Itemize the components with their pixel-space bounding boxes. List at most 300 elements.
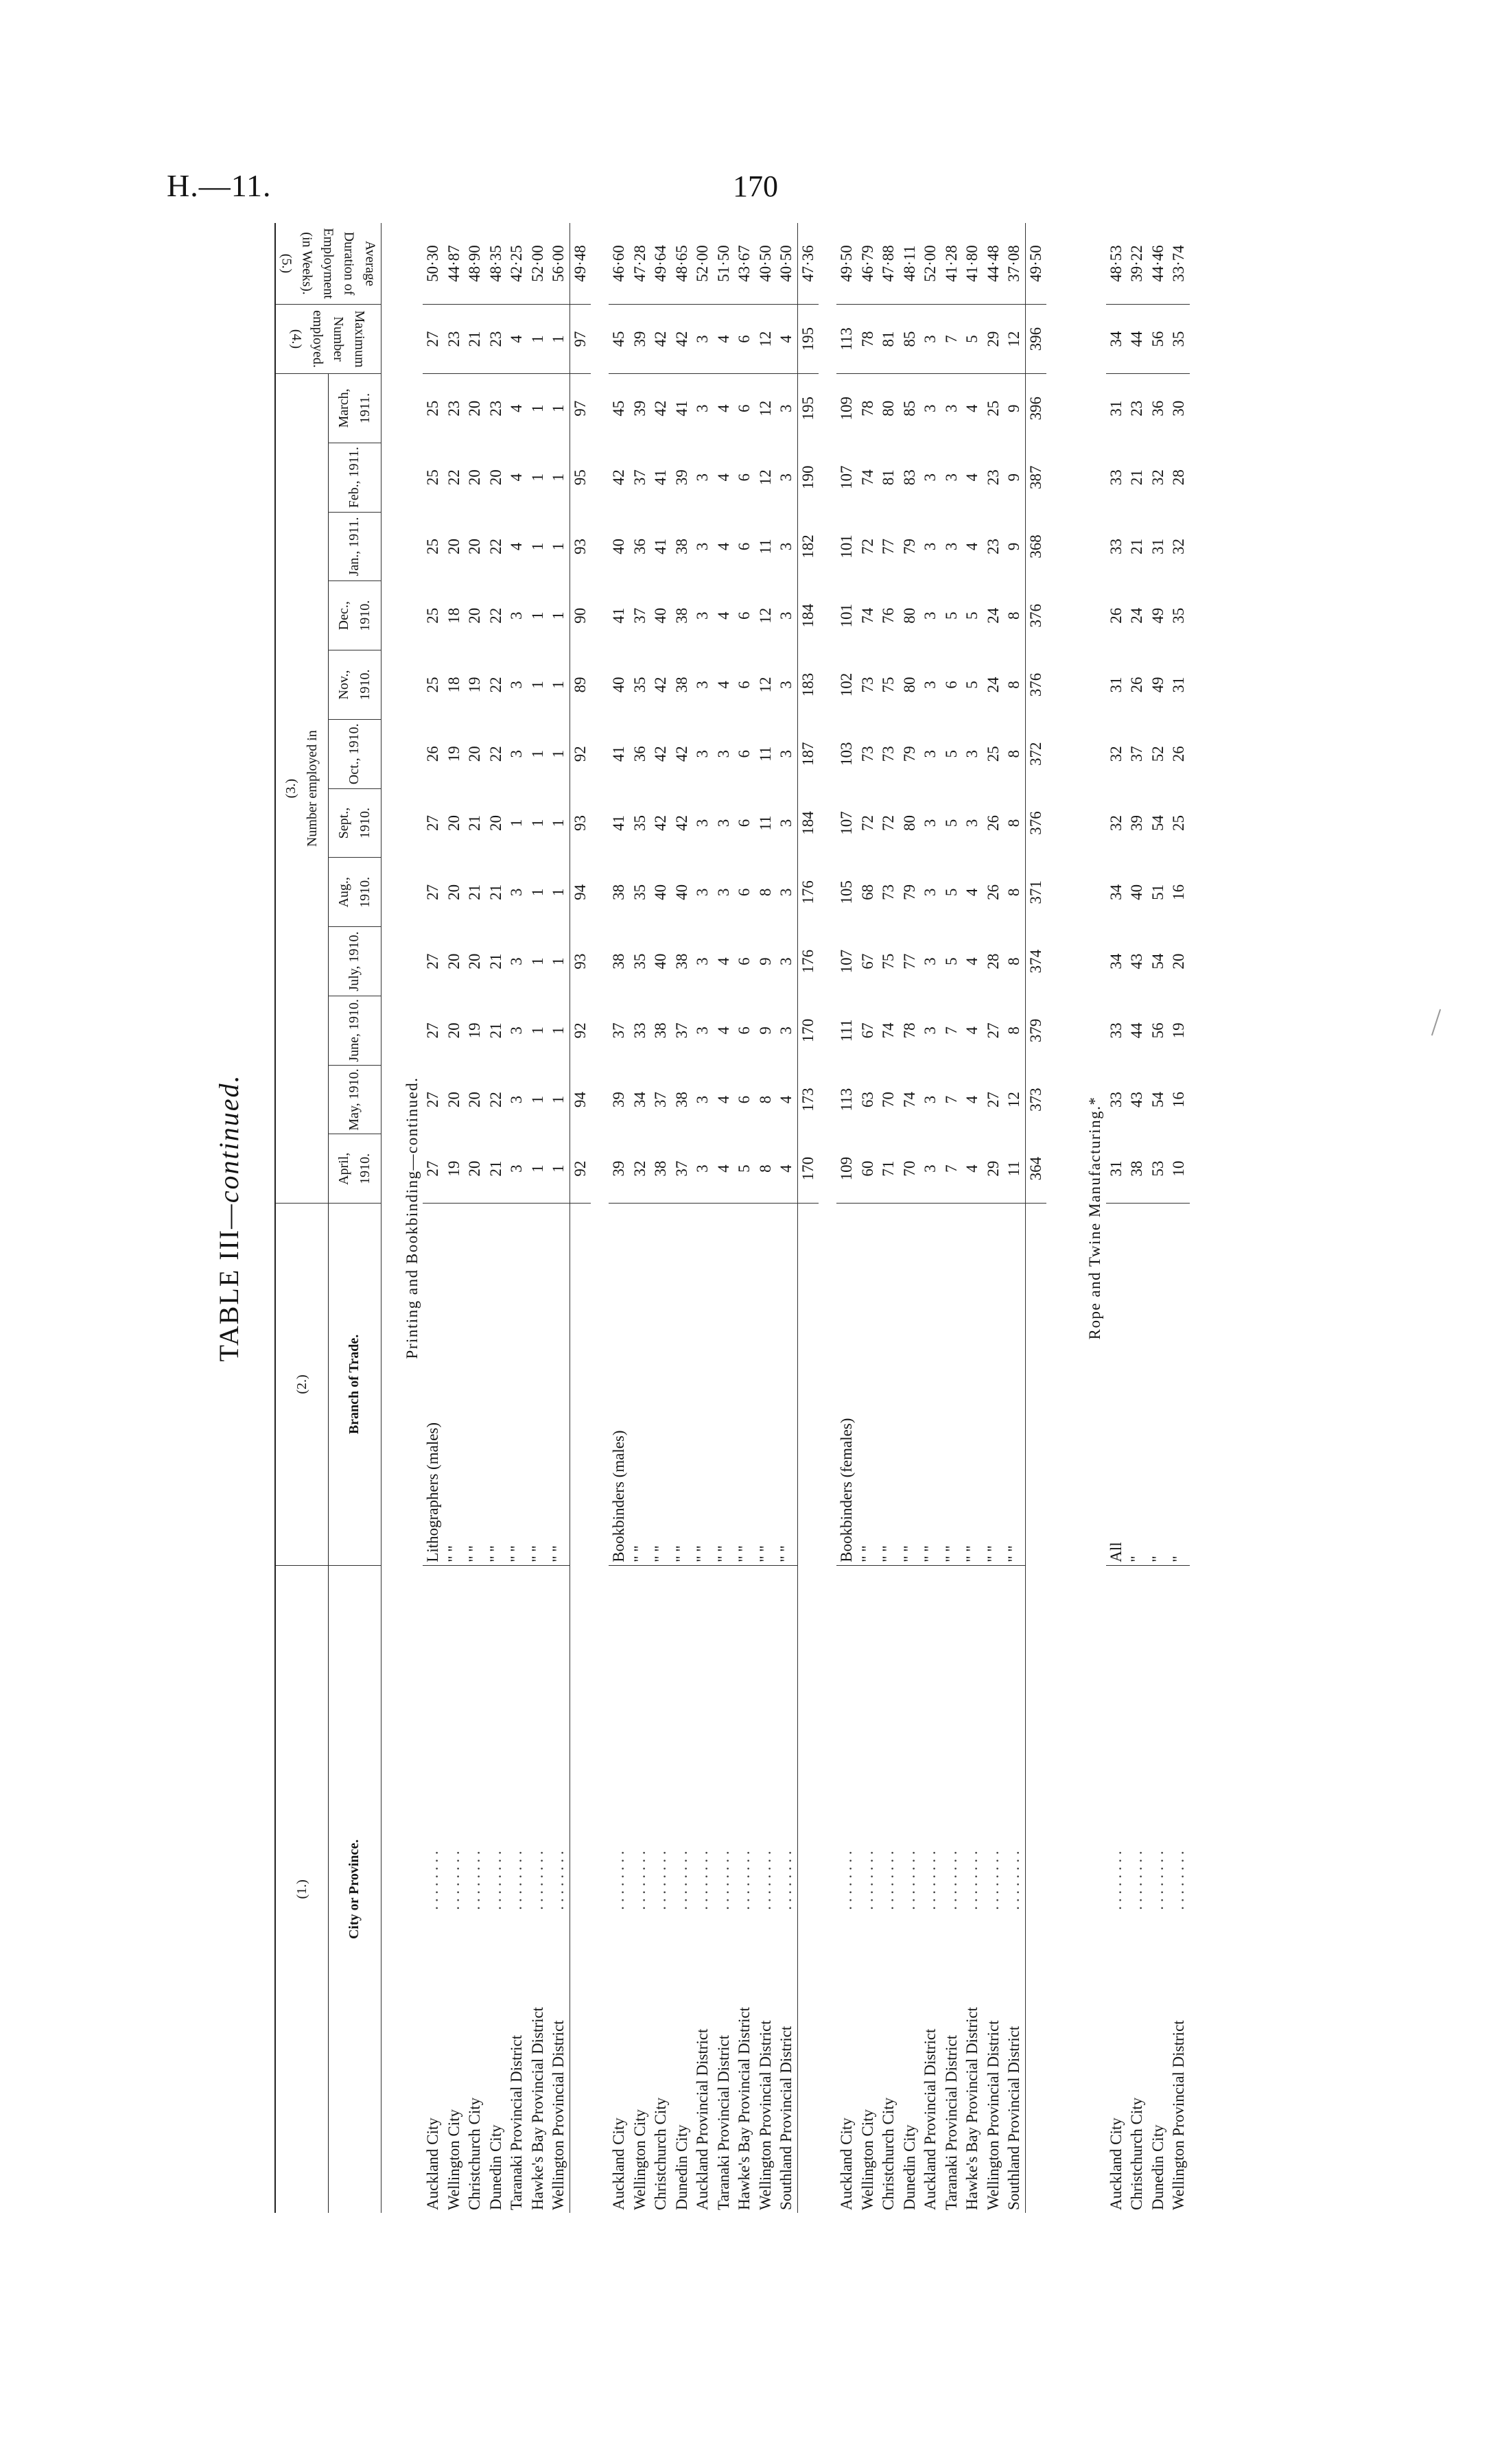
month-value: 4 bbox=[714, 1134, 735, 1204]
col4-header bbox=[275, 305, 381, 374]
table-row bbox=[941, 223, 963, 2213]
month-value: 56 bbox=[1149, 1022, 1166, 1039]
month-value: 74 bbox=[880, 1022, 897, 1039]
month-value: 1 bbox=[528, 681, 546, 689]
month-value: 3 bbox=[942, 542, 960, 551]
city-name: Dunedin City bbox=[1149, 2124, 1166, 2210]
month-value: 20 bbox=[445, 953, 462, 970]
month-value: 3 bbox=[694, 1095, 711, 1104]
month-value: 41 bbox=[652, 469, 669, 486]
month-value: 78 bbox=[900, 1022, 918, 1039]
city-name: Southland Provincial District bbox=[1005, 2026, 1022, 2210]
month-value: 53 bbox=[1148, 1134, 1169, 1204]
month-value: 6 bbox=[736, 819, 753, 828]
month-value: 1 bbox=[528, 473, 546, 482]
month-value: 39 bbox=[631, 400, 648, 416]
branch-name: " " bbox=[486, 1204, 507, 1565]
month-value: 6 bbox=[736, 473, 753, 482]
city-name: Christchurch City bbox=[652, 2097, 669, 2210]
max-value: 27 bbox=[423, 305, 444, 374]
month-value: 26 bbox=[1107, 607, 1125, 624]
month-value: 44 bbox=[1128, 1022, 1145, 1039]
month-value: 1 bbox=[508, 819, 525, 828]
month-value: 27 bbox=[984, 1092, 1002, 1108]
month-value: 43 bbox=[1128, 1092, 1145, 1108]
branch-name: " " bbox=[734, 1204, 755, 1565]
city-name: Wellington City bbox=[858, 2109, 876, 2210]
month-value: 16 bbox=[1170, 1092, 1187, 1108]
month-value: 34 bbox=[631, 1092, 648, 1108]
month-value: 1 bbox=[550, 819, 567, 828]
table-row bbox=[465, 223, 486, 2213]
month-header: Sept., 1910. bbox=[328, 788, 381, 858]
month-value: 19 bbox=[466, 677, 483, 693]
avg-value: 44·48 bbox=[983, 223, 1005, 305]
month-value: 42 bbox=[672, 815, 690, 832]
section-title: Rope and Twine Manufacturing.* bbox=[1086, 1096, 1103, 1340]
month-value: 20 bbox=[1170, 953, 1187, 970]
branch-name: " " bbox=[692, 1204, 714, 1565]
month-value: 1 bbox=[550, 404, 567, 412]
month-value: 39 bbox=[672, 469, 690, 486]
month-value: 40 bbox=[1128, 884, 1145, 900]
avg-value: 48·90 bbox=[465, 223, 486, 305]
month-value: 3 bbox=[921, 819, 939, 828]
month-value: 23 bbox=[486, 400, 504, 416]
branch-name: Lithographers (males) bbox=[423, 1204, 444, 1565]
month-value: 49 bbox=[1149, 677, 1166, 693]
max-value: 4 bbox=[714, 305, 735, 374]
month-value: 5 bbox=[734, 1134, 755, 1204]
month-value: 32 bbox=[1107, 746, 1125, 762]
month-value: 3 bbox=[921, 1026, 939, 1035]
month-value: 77 bbox=[900, 953, 918, 970]
branch-name: " " bbox=[630, 1204, 651, 1565]
month-value: 21 bbox=[486, 1022, 504, 1039]
col1-label: City or Province. bbox=[347, 1839, 362, 1940]
col2-label: Branch of Trade. bbox=[328, 1204, 381, 1565]
table-title bbox=[213, 223, 245, 2213]
leader-dots: . . . . . . . . bbox=[756, 1851, 774, 1910]
total-month-value: 170 bbox=[797, 996, 819, 1065]
table-title-suffix: —continued. bbox=[213, 1074, 244, 1229]
month-value: 3 bbox=[920, 1134, 941, 1204]
total-avg-value: 49·48 bbox=[570, 223, 591, 305]
table-row bbox=[630, 223, 651, 2213]
col5-header bbox=[275, 223, 381, 305]
month-value: 19 bbox=[1170, 1022, 1187, 1039]
month-value: 20 bbox=[445, 884, 462, 900]
leader-dots: . . . . . . . . bbox=[466, 1851, 483, 1910]
total-month-value: 97 bbox=[570, 374, 591, 443]
table-row bbox=[1169, 223, 1190, 2213]
month-value: 3 bbox=[921, 473, 939, 482]
rotated-table-area bbox=[199, 17, 1491, 2213]
table-row bbox=[962, 223, 983, 2213]
branch-name: " " bbox=[506, 1204, 528, 1565]
month-value: 113 bbox=[838, 1088, 855, 1112]
branch-name: " " bbox=[528, 1204, 549, 1565]
total-month-value: 376 bbox=[1025, 581, 1046, 650]
month-value: 39 bbox=[609, 1134, 630, 1204]
total-month-value: 92 bbox=[570, 1134, 591, 1204]
month-value: 4 bbox=[963, 957, 981, 965]
month-value: 23 bbox=[1128, 400, 1145, 416]
month-value: 3 bbox=[777, 473, 795, 482]
total-month-value: 373 bbox=[1025, 1065, 1046, 1134]
month-value: 37 bbox=[652, 1092, 669, 1108]
total-month-value: 376 bbox=[1025, 650, 1046, 720]
total-max-value: 396 bbox=[1025, 305, 1046, 374]
total-month-value: 89 bbox=[570, 650, 591, 720]
month-value: 4 bbox=[714, 611, 732, 620]
month-value: 25 bbox=[1170, 815, 1187, 832]
month-header: Dec., 1910. bbox=[328, 581, 381, 650]
city-name: Wellington Provincial District bbox=[1170, 2020, 1187, 2210]
city-name: Auckland Provincial District bbox=[694, 2028, 711, 2210]
month-value: 27 bbox=[424, 953, 441, 970]
month-value: 12 bbox=[756, 607, 774, 624]
month-value: 1 bbox=[528, 1134, 549, 1204]
month-value: 6 bbox=[736, 750, 753, 758]
month-value: 21 bbox=[1128, 538, 1145, 554]
month-value: 3 bbox=[921, 681, 939, 689]
branch-name: " " bbox=[878, 1204, 900, 1565]
month-value: 31 bbox=[1106, 1134, 1127, 1204]
month-value: 105 bbox=[838, 880, 855, 904]
month-value: 29 bbox=[983, 1134, 1005, 1204]
leader-dots: . . . . . . . . bbox=[921, 1851, 939, 1910]
leader-dots: . . . . . . . . bbox=[838, 1851, 855, 1910]
col4-number: (4.) bbox=[289, 329, 305, 349]
month-value: 27 bbox=[984, 1022, 1002, 1039]
month-value: 36 bbox=[631, 746, 648, 762]
leader-dots: . . . . . . . . bbox=[1005, 1851, 1022, 1910]
month-value: 38 bbox=[672, 538, 690, 554]
month-value: 20 bbox=[465, 1134, 486, 1204]
month-value: 1 bbox=[528, 957, 546, 965]
month-value: 3 bbox=[694, 542, 711, 551]
avg-value: 46·60 bbox=[609, 223, 630, 305]
month-value: 54 bbox=[1149, 953, 1166, 970]
city-name: Wellington City bbox=[445, 2109, 462, 2210]
avg-value: 37·08 bbox=[1004, 223, 1025, 305]
month-value: 3 bbox=[694, 1026, 711, 1035]
month-value: 3 bbox=[694, 888, 711, 897]
leader-dots: . . . . . . . . bbox=[694, 1851, 711, 1910]
month-value: 109 bbox=[838, 396, 855, 421]
leader-dots: . . . . . . . . bbox=[631, 1851, 648, 1910]
city-name: Christchurch City bbox=[1128, 2097, 1145, 2210]
month-value: 3 bbox=[777, 611, 795, 620]
avg-value: 52·00 bbox=[528, 223, 549, 305]
month-value: 20 bbox=[445, 538, 462, 554]
page-number: 170 bbox=[733, 169, 778, 203]
month-value: 10 bbox=[1169, 1134, 1190, 1204]
avg-value: 43·67 bbox=[734, 223, 755, 305]
month-value: 27 bbox=[423, 1134, 444, 1204]
avg-value: 49·64 bbox=[650, 223, 672, 305]
max-value: 78 bbox=[858, 305, 879, 374]
leader-dots: . . . . . . . . bbox=[714, 1851, 732, 1910]
month-value: 1 bbox=[528, 404, 546, 412]
month-value: 11 bbox=[1004, 1134, 1025, 1204]
branch-name: " bbox=[1148, 1204, 1169, 1565]
max-value: 3 bbox=[920, 305, 941, 374]
city-name: Hawke's Bay Provincial District bbox=[528, 2006, 546, 2210]
month-value: 26 bbox=[1128, 677, 1145, 693]
month-value: 4 bbox=[714, 1095, 732, 1104]
month-value: 23 bbox=[984, 538, 1002, 554]
month-value: 4 bbox=[508, 542, 525, 551]
month-value: 3 bbox=[777, 681, 795, 689]
month-value: 43 bbox=[1128, 953, 1145, 970]
month-value: 3 bbox=[714, 750, 732, 758]
month-value: 3 bbox=[714, 819, 732, 828]
month-value: 40 bbox=[610, 538, 627, 554]
month-value: 67 bbox=[858, 953, 876, 970]
max-value: 45 bbox=[609, 305, 630, 374]
month-value: 42 bbox=[672, 746, 690, 762]
total-month-value: 176 bbox=[797, 927, 819, 996]
month-value: 3 bbox=[777, 819, 795, 828]
month-value: 80 bbox=[900, 607, 918, 624]
month-value: 38 bbox=[672, 677, 690, 693]
leader-dots: . . . . . . . . bbox=[610, 1851, 627, 1910]
leader-dots: . . . . . . . . bbox=[424, 1851, 441, 1910]
branch-name: " bbox=[1127, 1204, 1148, 1565]
total-max-value: 195 bbox=[797, 305, 819, 374]
table-row bbox=[900, 223, 921, 2213]
leader-dots: . . . . . . . . bbox=[1128, 1851, 1145, 1910]
month-value: 3 bbox=[777, 957, 795, 965]
month-value: 28 bbox=[984, 953, 1002, 970]
leader-dots: . . . . . . . . bbox=[777, 1851, 795, 1910]
month-value: 107 bbox=[838, 949, 855, 974]
max-value: 1 bbox=[548, 305, 570, 374]
month-value: 83 bbox=[900, 469, 918, 486]
leader-dots: . . . . . . . . bbox=[1149, 1851, 1166, 1910]
month-value: 24 bbox=[984, 677, 1002, 693]
total-month-value: 374 bbox=[1025, 927, 1046, 996]
month-value: 6 bbox=[942, 681, 960, 689]
max-value: 35 bbox=[1169, 305, 1190, 374]
month-value: 20 bbox=[466, 469, 483, 486]
month-value: 21 bbox=[1128, 469, 1145, 486]
month-value: 6 bbox=[736, 1026, 753, 1035]
month-value: 103 bbox=[838, 742, 855, 766]
month-value: 41 bbox=[610, 815, 627, 832]
total-month-value: 184 bbox=[797, 788, 819, 858]
max-value: 39 bbox=[630, 305, 651, 374]
table-row bbox=[506, 223, 528, 2213]
month-value: 25 bbox=[424, 400, 441, 416]
max-value: 23 bbox=[486, 305, 507, 374]
month-header: July, 1910. bbox=[328, 927, 381, 996]
max-value: 29 bbox=[983, 305, 1005, 374]
table-row bbox=[528, 223, 549, 2213]
month-value: 38 bbox=[610, 884, 627, 900]
month-value: 21 bbox=[466, 884, 483, 900]
total-month-value: 195 bbox=[797, 374, 819, 443]
month-value: 3 bbox=[777, 404, 795, 412]
month-value: 11 bbox=[756, 746, 774, 762]
month-value: 22 bbox=[486, 607, 504, 624]
month-value: 3 bbox=[942, 404, 960, 412]
month-value: 5 bbox=[963, 681, 981, 689]
month-value: 3 bbox=[714, 888, 732, 897]
month-value: 3 bbox=[508, 750, 525, 758]
branch-name: " " bbox=[776, 1204, 797, 1565]
total-month-value: 93 bbox=[570, 788, 591, 858]
avg-value: 39·22 bbox=[1127, 223, 1148, 305]
leader-dots: . . . . . . . . bbox=[963, 1851, 981, 1910]
month-value: 73 bbox=[880, 884, 897, 900]
month-value: 6 bbox=[736, 681, 753, 689]
col5-rotated bbox=[276, 226, 381, 301]
branch-name: " " bbox=[962, 1204, 983, 1565]
month-value: 40 bbox=[652, 884, 669, 900]
month-value: 8 bbox=[755, 1134, 777, 1204]
month-value: 3 bbox=[508, 681, 525, 689]
branch-name: " " bbox=[858, 1204, 879, 1565]
month-value: 109 bbox=[836, 1134, 858, 1204]
month-value: 70 bbox=[880, 1092, 897, 1108]
month-value: 3 bbox=[963, 750, 981, 758]
spacer-cell bbox=[819, 223, 836, 2213]
total-month-value: 372 bbox=[1025, 719, 1046, 788]
month-value: 1 bbox=[528, 819, 546, 828]
total-row bbox=[1025, 223, 1046, 2213]
month-value: 3 bbox=[694, 681, 711, 689]
leader-dots: . . . . . . . . bbox=[652, 1851, 669, 1910]
avg-value: 33·74 bbox=[1169, 223, 1190, 305]
month-value: 4 bbox=[963, 542, 981, 551]
month-value: 6 bbox=[736, 888, 753, 897]
month-value: 76 bbox=[880, 607, 897, 624]
month-value: 4 bbox=[963, 888, 981, 897]
month-header: Aug., 1910. bbox=[328, 858, 381, 927]
month-value: 22 bbox=[486, 1092, 504, 1108]
max-value: 42 bbox=[650, 305, 672, 374]
month-value: 1 bbox=[528, 611, 546, 620]
max-value: 44 bbox=[1127, 305, 1148, 374]
month-value: 37 bbox=[610, 1022, 627, 1039]
month-value: 41 bbox=[610, 746, 627, 762]
col3-label: Number employed in bbox=[304, 730, 320, 847]
month-value: 25 bbox=[984, 746, 1002, 762]
max-value: 6 bbox=[734, 305, 755, 374]
month-value: 16 bbox=[1170, 884, 1187, 900]
month-value: 3 bbox=[921, 957, 939, 965]
month-value: 39 bbox=[1128, 815, 1145, 832]
month-value: 73 bbox=[858, 677, 876, 693]
column-number-row bbox=[275, 223, 328, 2213]
city-name: Hawke's Bay Provincial District bbox=[963, 2006, 981, 2210]
month-value: 41 bbox=[610, 607, 627, 624]
month-value: 20 bbox=[466, 746, 483, 762]
month-value: 38 bbox=[652, 1022, 669, 1039]
month-value: 1 bbox=[550, 1026, 567, 1035]
month-value: 42 bbox=[652, 677, 669, 693]
month-value: 3 bbox=[694, 611, 711, 620]
month-value: 9 bbox=[1005, 473, 1022, 482]
month-value: 1 bbox=[550, 888, 567, 897]
month-value: 21 bbox=[466, 815, 483, 832]
month-value: 26 bbox=[984, 815, 1002, 832]
month-value: 3 bbox=[942, 473, 960, 482]
avg-value: 41·80 bbox=[962, 223, 983, 305]
month-value: 3 bbox=[921, 750, 939, 758]
month-value: 9 bbox=[1005, 404, 1022, 412]
month-value: 4 bbox=[508, 473, 525, 482]
avg-value: 48·65 bbox=[672, 223, 693, 305]
city-name: Auckland City bbox=[1107, 2117, 1125, 2210]
spacer-row bbox=[591, 223, 609, 2213]
total-month-value: 94 bbox=[570, 858, 591, 927]
month-value: 33 bbox=[1107, 538, 1125, 554]
month-value: 85 bbox=[900, 400, 918, 416]
table-row bbox=[920, 223, 941, 2213]
table-row bbox=[1004, 223, 1025, 2213]
table-row bbox=[714, 223, 735, 2213]
branch-name: " " bbox=[650, 1204, 672, 1565]
month-value: 8 bbox=[1005, 888, 1022, 897]
city-name: Dunedin City bbox=[672, 2124, 690, 2210]
month-value: 3 bbox=[921, 611, 939, 620]
document-reference: H.—11. bbox=[167, 168, 272, 203]
month-value: 30 bbox=[1170, 400, 1187, 416]
col5-number: (5.) bbox=[279, 253, 294, 274]
month-value: 3 bbox=[694, 750, 711, 758]
month-value: 25 bbox=[984, 400, 1002, 416]
month-value: 20 bbox=[445, 1022, 462, 1039]
month-value: 4 bbox=[714, 473, 732, 482]
total-month-value: 368 bbox=[1025, 512, 1046, 581]
month-value: 20 bbox=[466, 538, 483, 554]
max-value: 7 bbox=[941, 305, 963, 374]
month-value: 19 bbox=[444, 1134, 465, 1204]
table-row bbox=[1127, 223, 1148, 2213]
month-value: 1 bbox=[528, 1095, 546, 1104]
month-value: 37 bbox=[631, 469, 648, 486]
month-value: 28 bbox=[1170, 469, 1187, 486]
month-value: 74 bbox=[900, 1092, 918, 1108]
month-value: 6 bbox=[736, 1095, 753, 1104]
month-value: 101 bbox=[838, 604, 855, 628]
table-row bbox=[983, 223, 1005, 2213]
max-value: 12 bbox=[1004, 305, 1025, 374]
month-value: 4 bbox=[714, 681, 732, 689]
city-name: Auckland City bbox=[424, 2117, 441, 2210]
month-value: 107 bbox=[838, 811, 855, 835]
max-value: 4 bbox=[506, 305, 528, 374]
total-month-value: 187 bbox=[797, 719, 819, 788]
table-row bbox=[858, 223, 879, 2213]
month-value: 3 bbox=[508, 1026, 525, 1035]
col4-label: Maximum Number employed. bbox=[310, 310, 368, 368]
city-name: Taranaki Provincial District bbox=[508, 2034, 525, 2210]
month-value: 20 bbox=[466, 953, 483, 970]
month-value: 78 bbox=[858, 400, 876, 416]
month-value: 40 bbox=[652, 607, 669, 624]
month-value: 3 bbox=[508, 957, 525, 965]
month-value: 26 bbox=[1170, 746, 1187, 762]
month-value: 3 bbox=[921, 542, 939, 551]
city-name: Wellington City bbox=[631, 2109, 648, 2210]
city-name: Christchurch City bbox=[466, 2097, 483, 2210]
month-value: 27 bbox=[424, 1022, 441, 1039]
